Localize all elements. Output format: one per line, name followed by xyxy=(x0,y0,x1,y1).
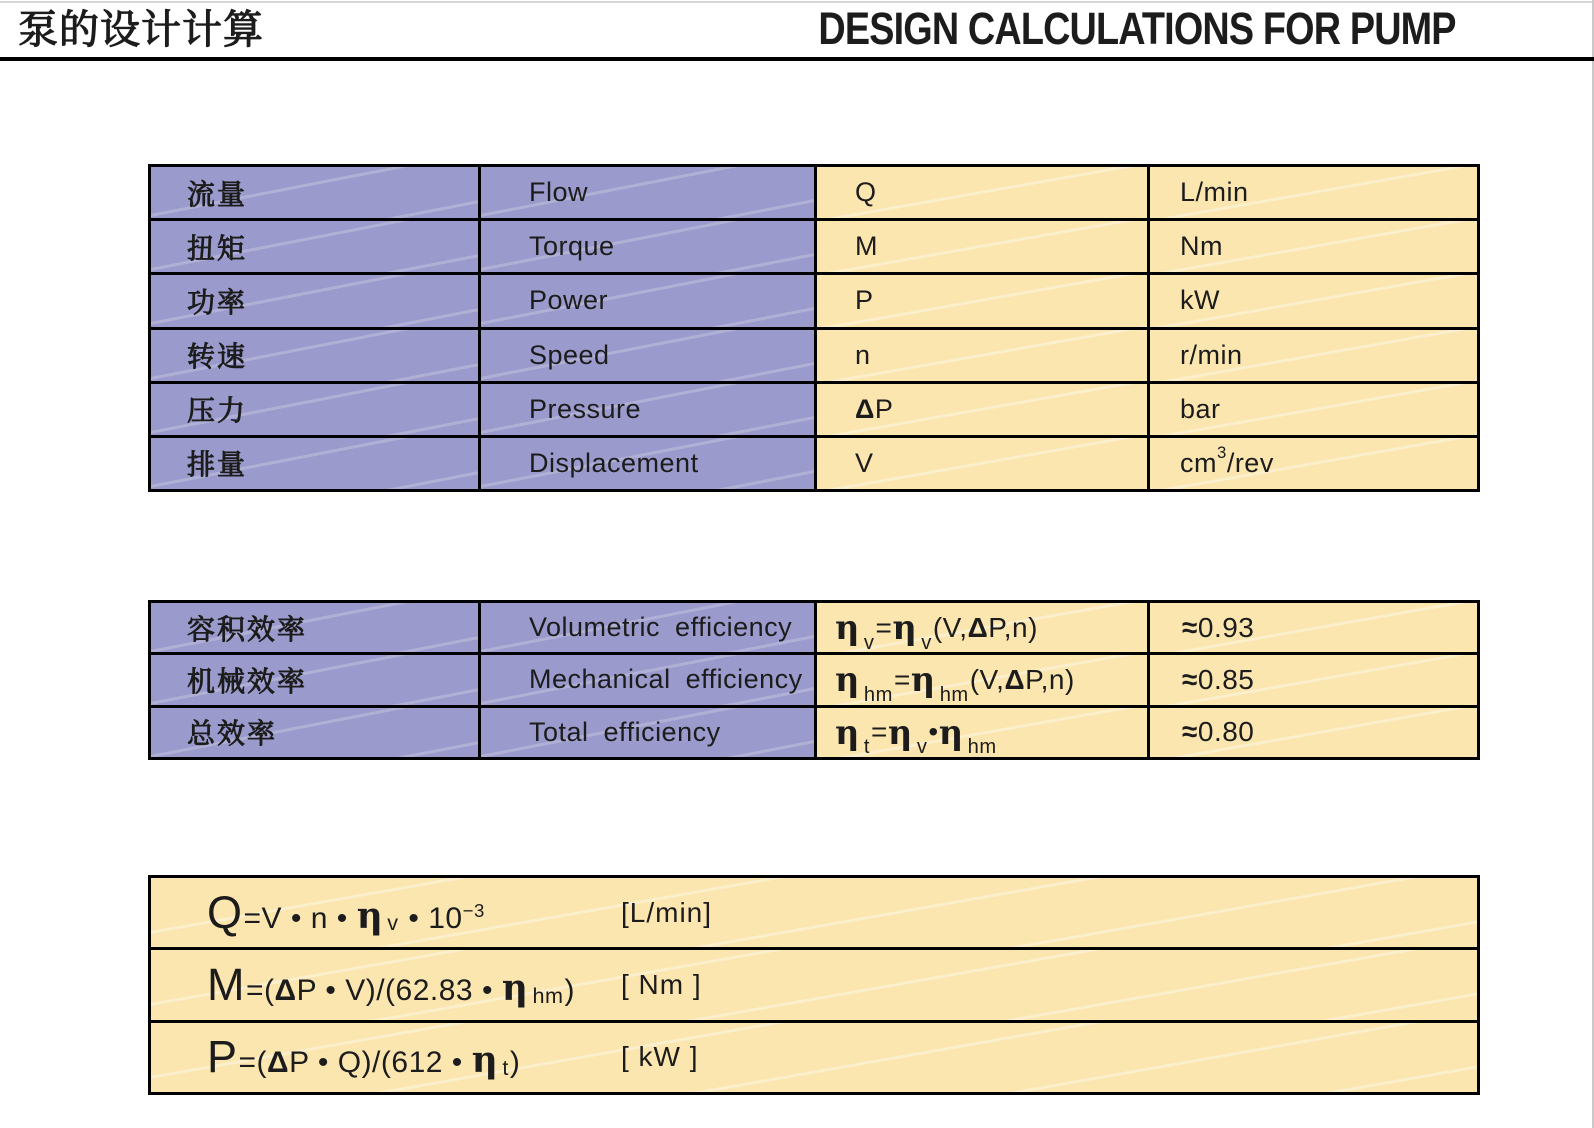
eff-en-cell: Volumetric efficiency xyxy=(481,603,814,652)
param-unit-cell: cm 3 /rev xyxy=(1150,438,1477,489)
eff-zh-cell: 机械效率 xyxy=(151,655,478,704)
param-zh-cell: 流量 xyxy=(151,167,478,218)
param-symbol-cell: P xyxy=(817,275,1147,326)
param-symbol-cell: V xyxy=(817,438,1147,489)
param-zh-cell: 功率 xyxy=(151,275,478,326)
page-title-zh: 泵的设计计算 xyxy=(18,8,264,52)
formulas-table xyxy=(148,875,1480,1095)
param-symbol-cell: Q xyxy=(817,167,1147,218)
calc-formula-row xyxy=(151,1023,1477,1092)
param-zh-cell: 扭矩 xyxy=(151,221,478,272)
param-zh-cell: 排量 xyxy=(151,438,478,489)
parameters-table xyxy=(148,164,1480,492)
eff-value-cell: ≈ 0.85 xyxy=(1150,655,1477,704)
calc-unit: [ Nm ] xyxy=(621,968,702,1000)
param-symbol-cell: M xyxy=(817,221,1147,272)
calc-unit: [ kW ] xyxy=(621,1041,699,1073)
param-en-cell: Flow xyxy=(481,167,814,218)
eff-en-cell: Total efficiency xyxy=(481,708,814,757)
eff-formula-cell: η t = η v • η hm xyxy=(817,708,1147,757)
eff-formula-cell: η v = η v (V, Δ P,n) xyxy=(817,603,1147,652)
calc-formula: M=(ΔP • V)/(62.83 • η hm) xyxy=(207,958,575,1010)
calc-formula: Q=V • n • η v • $10^{-3}$ xyxy=(207,886,485,938)
page-header xyxy=(0,0,1594,58)
eff-zh-cell: 总效率 xyxy=(151,708,478,757)
param-zh-cell: 转速 xyxy=(151,330,478,381)
param-en-cell: Displacement xyxy=(481,438,814,489)
calc-formula: P=(ΔP • Q)/(612 • η t) xyxy=(207,1031,521,1083)
calc-formula-row xyxy=(151,950,1477,1019)
eff-en-cell: Mechanical efficiency xyxy=(481,655,814,704)
page-title-en: DESIGN CALCULATIONS FOR PUMP xyxy=(818,3,1456,54)
param-unit-cell: Nm xyxy=(1150,221,1477,272)
param-symbol-cell: Δ P xyxy=(817,384,1147,435)
header-divider xyxy=(0,57,1594,61)
param-unit-cell: kW xyxy=(1150,275,1477,326)
eff-formula-cell: η hm = η hm (V, Δ P,n) xyxy=(817,655,1147,704)
param-symbol-cell: n xyxy=(817,330,1147,381)
calc-unit: [L/min] xyxy=(621,896,713,928)
eff-zh-cell: 容积效率 xyxy=(151,603,478,652)
calc-formula-row xyxy=(151,878,1477,947)
param-en-cell: Torque xyxy=(481,221,814,272)
efficiency-table xyxy=(148,600,1480,760)
param-unit-cell: L/min xyxy=(1150,167,1477,218)
param-zh-cell: 压力 xyxy=(151,384,478,435)
param-unit-cell: bar xyxy=(1150,384,1477,435)
eff-value-cell: ≈ 0.93 xyxy=(1150,603,1477,652)
param-en-cell: Pressure xyxy=(481,384,814,435)
param-en-cell: Power xyxy=(481,275,814,326)
eff-value-cell: ≈ 0.80 xyxy=(1150,708,1477,757)
param-en-cell: Speed xyxy=(481,330,814,381)
param-unit-cell: r/min xyxy=(1150,330,1477,381)
